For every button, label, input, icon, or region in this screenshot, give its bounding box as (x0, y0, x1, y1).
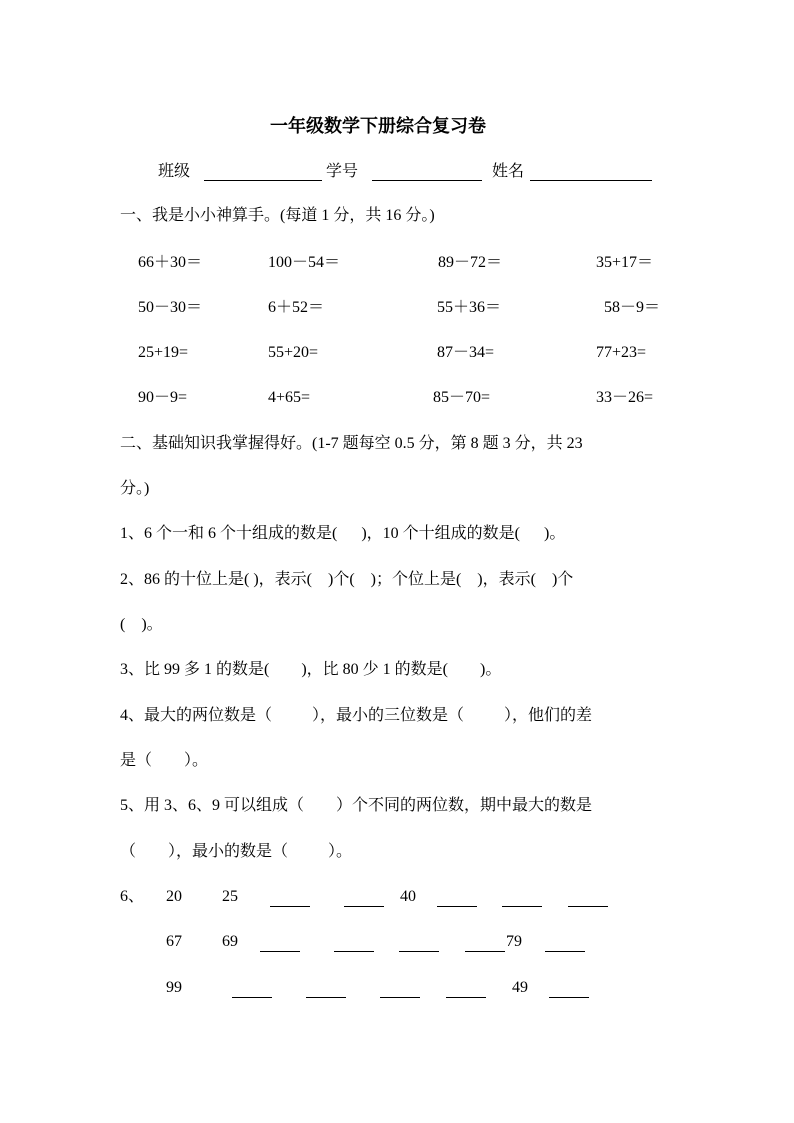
arith-problem: 89－72＝ (438, 254, 503, 271)
arith-problem: 58－9＝ (604, 299, 661, 316)
arith-problem: 55＋36＝ (437, 299, 502, 316)
student-id-field[interactable] (372, 166, 482, 181)
arith-problem: 90－9= (138, 389, 188, 406)
arith-problem: 87－34= (437, 344, 495, 361)
arith-problem: 77+23= (596, 344, 647, 361)
sequence-blank[interactable] (334, 937, 374, 952)
class-label: 班级 (158, 163, 191, 180)
sequence-blank[interactable] (306, 983, 346, 998)
arith-problem: 66＋30＝ (138, 254, 203, 271)
question-1: 1、6 个一和 6 个十组成的数是( )，10 个十组成的数是( )。 (120, 525, 566, 542)
question-5-line1: 5、用 3、6、9 可以组成（ ）个不同的两位数，期中最大的数是 (120, 797, 593, 814)
sequence-blank[interactable] (399, 937, 439, 952)
question-4-line1: 4、最大的两位数是（ ），最小的三位数是（ ），他们的差 (120, 707, 593, 724)
question-6-label: 6、 (120, 888, 145, 905)
class-field[interactable] (204, 166, 322, 181)
sequence-blank[interactable] (232, 983, 272, 998)
section1-heading: 一、我是小小神算手。(每道 1 分，共 16 分。) (120, 207, 435, 224)
question-4-line2: 是（ ）。 (120, 752, 209, 769)
arith-problem: 35+17＝ (596, 254, 654, 271)
sequence-number: 40 (400, 888, 416, 905)
arith-problem: 50－30＝ (138, 299, 203, 316)
student-id-label: 学号 (326, 163, 359, 180)
arith-problem: 100－54＝ (268, 254, 341, 271)
arith-problem: 4+65= (268, 389, 311, 406)
arith-problem: 85－70= (433, 389, 491, 406)
sequence-number: 20 (166, 888, 182, 905)
sequence-blank[interactable] (465, 937, 505, 952)
sequence-blank[interactable] (568, 892, 608, 907)
sequence-number: 99 (166, 979, 182, 996)
name-field[interactable] (530, 166, 652, 181)
section2-heading-line1: 二、基础知识我掌握得好。(1-7 题每空 0.5 分，第 8 题 3 分，共 23 (120, 435, 583, 452)
arith-problem: 25+19= (138, 344, 189, 361)
sequence-blank[interactable] (270, 892, 310, 907)
sequence-blank[interactable] (502, 892, 542, 907)
sequence-blank[interactable] (549, 983, 589, 998)
sequence-blank[interactable] (380, 983, 420, 998)
sequence-blank[interactable] (260, 937, 300, 952)
sequence-number: 79 (506, 933, 522, 950)
page-title: 一年级数学下册综合复习卷 (270, 116, 486, 136)
sequence-number: 25 (222, 888, 238, 905)
question-3: 3、比 99 多 1 的数是( )，比 80 少 1 的数是( )。 (120, 661, 502, 678)
sequence-number: 69 (222, 933, 238, 950)
question-2-line2: ( )。 (120, 616, 163, 633)
sequence-number: 67 (166, 933, 182, 950)
question-2-line1: 2、86 的十位上是( )，表示( )个( )；个位上是( )，表示( )个 (120, 571, 574, 588)
arith-problem: 6＋52＝ (268, 299, 325, 316)
sequence-number: 49 (512, 979, 528, 996)
arith-problem: 33－26= (596, 389, 654, 406)
section2-heading-line2: 分。) (120, 480, 150, 497)
sequence-blank[interactable] (446, 983, 486, 998)
sequence-blank[interactable] (344, 892, 384, 907)
sequence-blank[interactable] (437, 892, 477, 907)
question-5-line2: （ ），最小的数是（ ）。 (120, 843, 353, 860)
sequence-blank[interactable] (545, 937, 585, 952)
name-label: 姓名 (492, 163, 525, 180)
arith-problem: 55+20= (268, 344, 319, 361)
